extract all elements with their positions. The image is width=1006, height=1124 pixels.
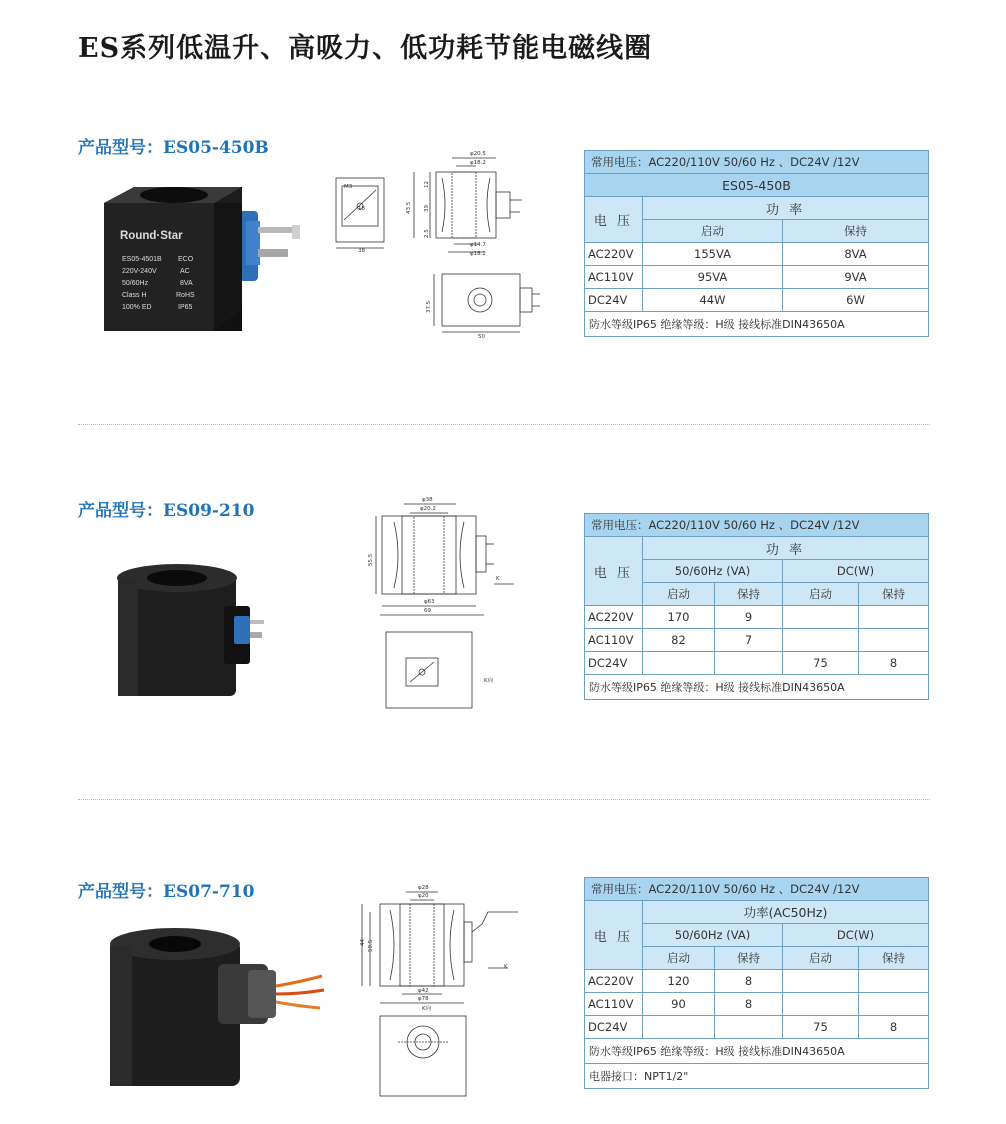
table-footer-interface: 电器接口：NPT1/2" (585, 1064, 929, 1089)
dimension-label: 18 (358, 206, 365, 212)
dc-start-cell (783, 993, 859, 1016)
dc-group-header: DC(W) (783, 560, 929, 583)
table-row (585, 652, 929, 675)
start-header: 启动 (783, 583, 859, 606)
start-header: 启动 (783, 947, 859, 970)
coil-label-line: 8VA (180, 280, 193, 287)
dimension-label: φ20.5 (470, 151, 486, 157)
hold-cell: 9VA (783, 266, 929, 289)
coil-product-photo (96, 183, 310, 343)
voltage-cell: AC220V (585, 606, 643, 629)
dimension-label: φ18.2 (470, 160, 486, 166)
dc-hold-cell (859, 606, 929, 629)
table-footer: 防水等级IP65 绝缘等级：H级 接线标准DIN43650A (585, 1039, 929, 1064)
dimension-label: K向 (484, 678, 494, 684)
voltage-cell: AC220V (585, 970, 643, 993)
dimension-label: 38 (358, 248, 365, 254)
coil-brand-text: Round·Star (120, 230, 183, 242)
coil-label-line: ES05-4501B (122, 256, 162, 263)
voltage-spec-line: 常用电压：AC220/110V 50/60 Hz 、DC24V /12V (585, 514, 929, 537)
dimension-label: K向 (422, 1006, 432, 1012)
coil-label-line: 220V-240V (122, 268, 157, 275)
power-header: 功率(AC50Hz) (643, 901, 929, 924)
table-row (585, 970, 929, 993)
hold-header: 保持 (715, 947, 783, 970)
dimension-label: 44 (360, 939, 366, 946)
ac-hold-cell (715, 1016, 783, 1039)
ac-hold-cell (715, 652, 783, 675)
table-footer: 防水等级IP65 绝缘等级：H级 接线标准DIN43650A (585, 675, 929, 700)
start-header: 启动 (643, 583, 715, 606)
dimension-label: 12 (424, 181, 430, 188)
es09-technical-drawing (364, 494, 544, 714)
start-cell: 95VA (643, 266, 783, 289)
es07-technical-drawing (358, 882, 548, 1104)
dimension-label: 69 (424, 608, 431, 614)
ac-hold-cell: 8 (715, 993, 783, 1016)
terminal-connector-icon (234, 616, 264, 644)
dc-hold-cell: 8 (859, 652, 929, 675)
ac-start-cell: 170 (643, 606, 715, 629)
dc-hold-cell (859, 970, 929, 993)
ac-hold-cell: 8 (715, 970, 783, 993)
table-row (585, 993, 929, 1016)
es09-spec-table (584, 513, 929, 700)
coil-label-line: AC (180, 268, 190, 275)
hold-header: 保持 (859, 947, 929, 970)
table-row (585, 606, 929, 629)
start-cell: 155VA (643, 243, 783, 266)
dimension-label: 37.5 (426, 300, 432, 313)
dc-start-cell: 75 (783, 652, 859, 675)
hold-cell: 8VA (783, 243, 929, 266)
dimension-label: φ14.7 (470, 242, 486, 248)
voltage-cell: DC24V (585, 1016, 643, 1039)
start-header: 启动 (643, 947, 715, 970)
voltage-header: 电 压 (585, 537, 643, 606)
product-model-title: 产品型号：ES09-210 (78, 501, 255, 521)
dc-hold-cell (859, 993, 929, 1016)
product-model-title: 产品型号：ES07-710 (78, 882, 255, 902)
es07-spec-table (584, 877, 929, 1089)
table-row (585, 1016, 929, 1039)
dimension-label: 43.5 (406, 201, 412, 214)
coil-label-line: 100% ED (122, 304, 152, 311)
voltage-spec-line: 常用电压：AC220/110V 50/60 Hz 、DC24V /12V (585, 878, 929, 901)
dimension-label: 55.5 (368, 553, 374, 566)
voltage-cell: AC110V (585, 629, 643, 652)
coil-product-photo (100, 924, 330, 1094)
voltage-header: 电 压 (585, 197, 643, 243)
voltage-cell: AC220V (585, 243, 643, 266)
lead-wire-icon (276, 976, 324, 1008)
section-divider (78, 799, 930, 800)
coil-product-photo (106, 560, 276, 700)
dimension-label: φ18.2 (470, 251, 486, 257)
dimension-label: 59.5 (368, 939, 374, 952)
dimension-label: φ20 (418, 893, 429, 899)
dimension-label: K (504, 964, 508, 970)
ac-start-cell (643, 1016, 715, 1039)
voltage-cell: AC110V (585, 266, 643, 289)
dc-hold-cell (859, 629, 929, 652)
section-divider (78, 424, 930, 425)
model-cell: ES05-450B (585, 174, 929, 197)
hold-cell: 6W (783, 289, 929, 312)
coil-label-line: RoHS (176, 292, 195, 299)
table-row (585, 289, 929, 312)
power-header: 功 率 (643, 537, 929, 560)
table-footer: 防水等级IP65 绝缘等级：H级 接线标准DIN43650A (585, 312, 929, 337)
coil-label-line: ECO (178, 256, 194, 263)
table-row (585, 629, 929, 652)
coil-label-line: IP65 (178, 304, 193, 311)
coil-label-line: Class H (122, 292, 147, 299)
start-header: 启动 (643, 220, 783, 243)
table-row (585, 266, 929, 289)
voltage-spec-line: 常用电压：AC220/110V 50/60 Hz 、DC24V /12V (585, 151, 929, 174)
dc-start-cell: 75 (783, 1016, 859, 1039)
ac-group-header: 50/60Hz (VA) (643, 560, 783, 583)
start-cell: 44W (643, 289, 783, 312)
dimension-label: φ28 (418, 885, 429, 891)
power-header: 功 率 (643, 197, 929, 220)
voltage-cell: AC110V (585, 993, 643, 1016)
dimension-label: φ38 (422, 497, 433, 503)
dimension-label: K (496, 576, 500, 582)
ac-start-cell (643, 652, 715, 675)
dc-hold-cell: 8 (859, 1016, 929, 1039)
voltage-cell: DC24V (585, 652, 643, 675)
dc-start-cell (783, 970, 859, 993)
ac-start-cell: 120 (643, 970, 715, 993)
page-title: ES系列低温升、高吸力、低功耗节能电磁线圈 (78, 33, 653, 64)
es05-spec-table (584, 150, 929, 337)
dimension-label: φ78 (418, 996, 429, 1002)
ac-start-cell: 90 (643, 993, 715, 1016)
hold-header: 保持 (859, 583, 929, 606)
voltage-header: 电 压 (585, 901, 643, 970)
dc-group-header: DC(W) (783, 924, 929, 947)
dimension-label: M3 (344, 184, 353, 190)
dimension-label: 50 (478, 334, 485, 340)
voltage-cell: DC24V (585, 289, 643, 312)
product-model-title: 产品型号：ES05-450B (78, 138, 269, 158)
dimension-label: φ42 (418, 988, 429, 994)
ac-start-cell: 82 (643, 629, 715, 652)
table-row (585, 243, 929, 266)
dc-start-cell (783, 629, 859, 652)
coil-label-line: 50/60Hz (122, 280, 149, 287)
ac-group-header: 50/60Hz (VA) (643, 924, 783, 947)
dimension-label: φ20.2 (420, 506, 436, 512)
ac-hold-cell: 7 (715, 629, 783, 652)
es05-technical-drawing (330, 148, 540, 348)
hold-header: 保持 (715, 583, 783, 606)
dimension-label: 2.5 (424, 229, 430, 238)
dimension-label: φ63 (424, 599, 435, 605)
dimension-label: 39 (424, 205, 430, 212)
dc-start-cell (783, 606, 859, 629)
hold-header: 保持 (783, 220, 929, 243)
ac-hold-cell: 9 (715, 606, 783, 629)
